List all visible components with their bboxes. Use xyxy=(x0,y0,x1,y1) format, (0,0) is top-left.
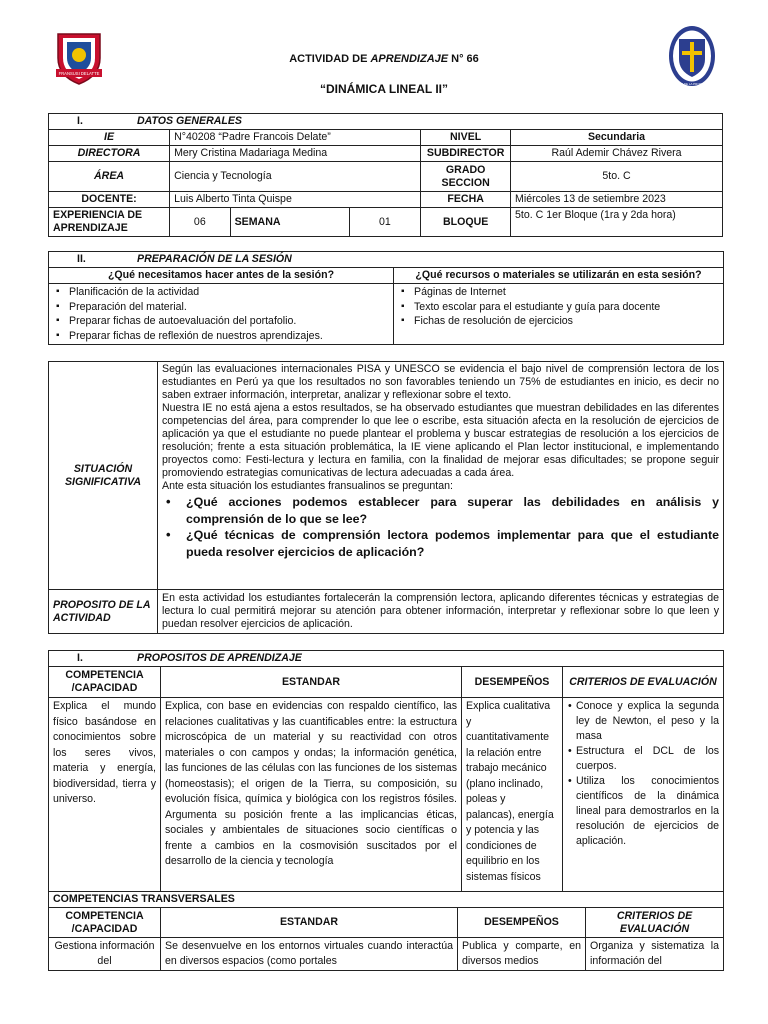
list-item: ▪ Páginas de Internet xyxy=(412,285,719,300)
activity-number: ACTIVIDAD DE APRENDIZAJE N° 66 xyxy=(289,53,479,65)
prep-resources-header: ¿Qué recursos o materiales se utilizarán en esta sesión? xyxy=(394,268,724,284)
learning-purposes-table xyxy=(48,650,724,971)
t-estandar-header: ESTANDAR xyxy=(161,908,458,938)
session-title: “DINÁMICA LINEAL II” xyxy=(320,82,448,96)
t-competencia-cell: Gestiona información del xyxy=(49,938,161,971)
estandar-cell: Explica, con base en evidencias con respaldo científico, las relaciones cualitativas y las cuantificables entre: la estructura microscópica de un material y su reactividad con otros materiales o con campos y ondas; la información genética, las funciones de las células con las funciones de los sistemas (homeostasis); el origen de la Tierra, su composición, su evolución física, química y biológica con los registros fósiles. Argumenta su posición frente a las implicancias éticas, sociales y ambientales de situaciones socio científicas o frente a cambios en la cosmovisión suscitados por el desarrollo de la ciencia y tecnología xyxy=(161,698,462,892)
criterios-header: CRITERIOS DE EVALUACIÓN xyxy=(563,667,724,698)
competencia-cell: Explica el mundo físico basándose en conocimientos sobre los seres vivos, materia y energía, biodiversidad, tierra y universo. xyxy=(49,698,161,892)
list-item: ▪ Texto escolar para el estudiante y guía para docente xyxy=(412,300,719,315)
situation-table xyxy=(48,361,724,634)
docente-label: DOCENTE: xyxy=(49,192,170,208)
transversales-heading: COMPETENCIAS TRANSVERSALES xyxy=(49,892,724,908)
prep-before-header: ¿Qué necesitamos hacer antes de la sesión? xyxy=(49,268,394,284)
subdirector-value: Raúl Ademir Chávez Rivera xyxy=(511,146,723,162)
fecha-value: Miércoles 13 de setiembre 2023 xyxy=(511,192,723,208)
estandar-header: ESTANDAR xyxy=(161,667,462,698)
criterio-item: • Estructura el DCL de los cuerpos. xyxy=(576,744,719,774)
proposito-text: En esta actividad los estudiantes fortalecerán la comprensión lectora, aplicando diferentes técnicas y estrategias de lectura lo cual permitirá mejorar su atención para obtener información, interpretar y reflexionar sobre lo que leen y puedan resolver ejercicios de aplicación. xyxy=(158,590,724,634)
bloque-label: BLOQUE xyxy=(421,208,511,237)
t-competencia-header: COMPETENCIA /CAPACIDAD xyxy=(49,908,161,938)
competencia-header: COMPETENCIA /CAPACIDAD xyxy=(49,667,161,698)
challenge-question: • ¿Qué acciones podemos establecer para superar las debilidades en análisis y comprensión de lo que se lee? xyxy=(186,494,719,527)
criterio-item: • Utiliza los conocimientos científicos de la dinámica lineal para demostrarlos en la resolución de ejercicios de aplicación. xyxy=(576,774,719,849)
t-criterios-header: CRITERIOS DE EVALUACIÓN xyxy=(586,908,724,938)
situacion-label: SITUACIÓN SIGNIFICATIVA xyxy=(49,362,158,590)
grado-value: 5to. C xyxy=(511,162,723,192)
prep-resources-list xyxy=(394,284,724,345)
list-item: ▪ Preparar fichas de autoevaluación del portafolio. xyxy=(67,314,389,329)
svg-text:APRENDIZAJE DE LA PROFESIONALI: APRENDIZAJE DE LA PROFESIONALIDAD xyxy=(662,82,722,86)
situacion-paragraph-1: Según las evaluaciones internacionales PISA y UNESCO se evidencia el bajo nivel de comprensión lectora de los estudiantes en Perú ya que los resultados no son favorables teniendo un 75% de estudiantes en inicio, es decir no saben extraer información, interpretar, analizar y reflexionar sobre el texto. xyxy=(162,363,719,401)
bloque-value: 5to. C 1er Bloque (1ra y 2da hora) xyxy=(511,208,723,237)
t-desempeno-cell: Publica y comparte, en diversos medios xyxy=(458,938,586,971)
experiencia-label: EXPERIENCIA DE APRENDIZAJE xyxy=(49,208,170,237)
list-item: ▪ Preparación del material. xyxy=(67,300,389,315)
criterios-cell xyxy=(563,698,724,892)
directora-value: Mery Cristina Madariaga Medina xyxy=(170,146,421,162)
challenge-question: • ¿Qué técnicas de comprensión lectora podemos implementar para que el estudiante pueda resolver ejercicios de aplicación? xyxy=(186,527,719,560)
general-data-heading: I. DATOS GENERALES xyxy=(49,114,723,130)
grado-seccion-label: GRADO SECCION xyxy=(421,162,511,192)
situacion-text xyxy=(158,362,724,590)
list-item: ▪ Fichas de resolución de ejercicios xyxy=(412,314,719,329)
t-desempenos-header: DESEMPEÑOS xyxy=(458,908,586,938)
learning-purposes-heading: I. PROPOSITOS DE APRENDIZAJE xyxy=(49,651,724,667)
ie-label: IE xyxy=(49,130,170,146)
subdirector-label: SUBDIRECTOR xyxy=(421,146,511,162)
situacion-paragraph-2: Nuestra IE no está ajena a estos resultados, se ha observado estudiantes que muestran debilidades en las diferentes competencias del área, para comprender lo que lee o escribe, esta situación afecta en la resolución de ejercicios de aplicación ya que el estudiante no puede plantear el problema y buscar estrategias de resolución a los ejercicios de resolución; frente a esta situación problemática, la IE viene aplicando el Plan lector institucional, e implementando proyectos como: Festi-lectura y lectura en familia, con la finalidad de mejorar esas dificultades; se propone seguir promoviendo estrategias comunicativas de lectura adecuadas a cada área. xyxy=(162,402,719,479)
situacion-paragraph-3: Ante esta situación los estudiantes fransualinos se preguntan: xyxy=(162,480,453,492)
criterio-item: • Conoce y explica la segunda ley de Newton, el peso y la masa xyxy=(576,699,719,744)
session-prep-table xyxy=(48,251,724,345)
list-item: ▪ Planificación de la actividad xyxy=(67,285,389,300)
ie-value: N°40208 “Padre Francois Delate” xyxy=(170,130,421,146)
general-data-table xyxy=(48,113,723,237)
t-estandar-cell: Se desenvuelve en los entornos virtuales cuando interactúa en diversos espacios (como portales xyxy=(161,938,458,971)
semana-label: SEMANA xyxy=(230,208,349,237)
area-label: ÁREA xyxy=(49,162,170,192)
area-value: Ciencia y Tecnología xyxy=(170,162,421,192)
prep-before-list xyxy=(49,284,394,345)
session-prep-heading: II. PREPARACIÓN DE LA SESIÓN xyxy=(49,252,724,268)
docente-value: Luis Alberto Tinta Quispe xyxy=(170,192,421,208)
desempeno-cell: Explica cualitativa y cuantitativamente la relación entre trabajo mecánico (plano inclinado, poleas y palancas), energía y potencia y las condiciones de equilibrio en los sistemas físicos xyxy=(462,698,563,892)
semana-value: 01 xyxy=(349,208,421,237)
t-criterio-cell: Organiza y sistematiza la información del xyxy=(586,938,724,971)
nivel-label: NIVEL xyxy=(421,130,511,146)
svg-text:FRANSUSI DELATTE: FRANSUSI DELATTE xyxy=(58,71,100,76)
proposito-label: PROPOSITO DE LA ACTIVIDAD xyxy=(49,590,158,634)
nivel-value: Secundaria xyxy=(511,130,723,146)
list-item: ▪ Preparar fichas de reflexión de nuestros aprendizajes. xyxy=(67,329,389,344)
desempenos-header: DESEMPEÑOS xyxy=(462,667,563,698)
experiencia-value: 06 xyxy=(170,208,231,237)
directora-label: DIRECTORA xyxy=(49,146,170,162)
fecha-label: FECHA xyxy=(421,192,511,208)
